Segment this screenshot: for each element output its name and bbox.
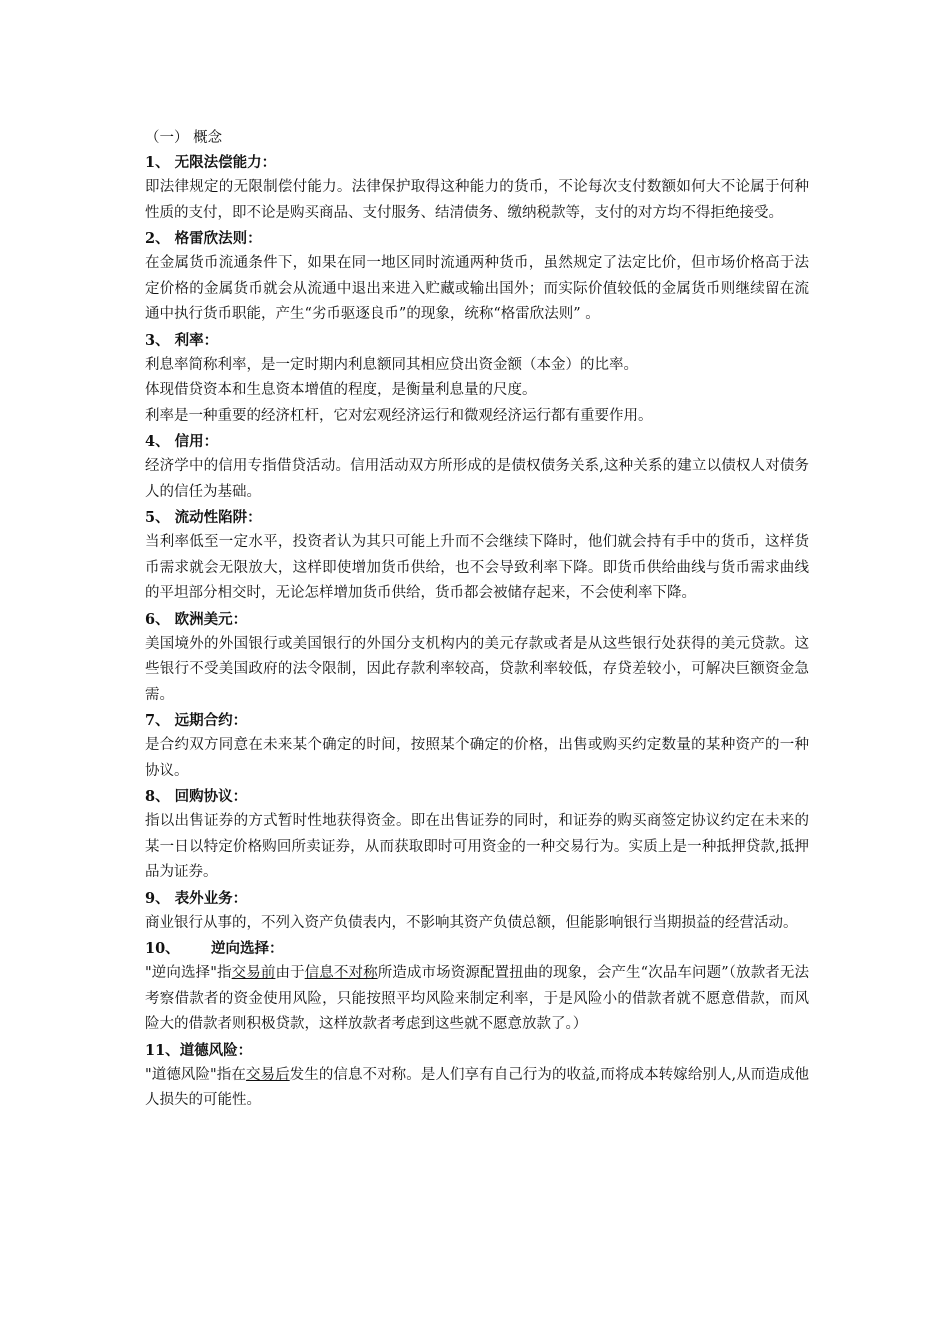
concept-number: 11、 bbox=[145, 1041, 180, 1059]
concept-title: 远期合约： bbox=[174, 712, 248, 729]
concept-definition: 经济学中的信用专指借贷活动。信用活动双方所形成的是债权债务关系,这种关系的建立以债权人对债务人的信任为基础。 bbox=[145, 458, 809, 500]
concept-definition bbox=[145, 1063, 809, 1114]
concept-item-2 bbox=[145, 226, 809, 328]
concept-definition: 当利率低至一定水平，投资者认为其只可能上升而不会继续下降时，他们就会持有手中的货币，这样货币需求就会无限放大，这样即使增加货币供给，也不会导致利率下降。即货币供给曲线与货币需求曲线的平坦部分相交时，无论怎样增加货币供给，货币都会被储存起来，不会使利率下降。 bbox=[145, 534, 809, 601]
concept-item-9 bbox=[145, 886, 809, 937]
concept-title: 无限法偿能力： bbox=[174, 154, 277, 171]
concept-item-11 bbox=[145, 1038, 809, 1114]
hyperlink-xinxibuduicheng[interactable]: 信息不对称 bbox=[304, 965, 378, 981]
concept-number: 4、 bbox=[145, 433, 170, 450]
concept-heading bbox=[145, 1038, 809, 1063]
text-segment: 所造成市场资源配置扭曲的现象，会产生“次品车问题”（放款者无法考察借款者的资金使用风险，只能按照平均风险来制定利率，于是风险小的借款者就不愿意借款，而风险大的借款者则积极贷款，这样放款者考虑到这些就不愿意放款了。） bbox=[145, 965, 810, 1032]
concept-number: 2、 bbox=[145, 230, 170, 247]
concept-item-4 bbox=[145, 429, 809, 505]
section-title: （一） 概念 bbox=[145, 130, 223, 146]
concept-item-3 bbox=[145, 328, 809, 430]
concept-number: 9、 bbox=[145, 889, 170, 907]
concept-item-1 bbox=[145, 150, 809, 226]
concept-title: 格雷欣法则： bbox=[174, 230, 262, 247]
concept-list bbox=[145, 150, 809, 936]
concept-heading bbox=[145, 429, 809, 454]
hyperlink-jiaoyihou[interactable]: 交易后 bbox=[245, 1066, 290, 1083]
concept-definition: 利息率简称利率，是一定时期内利息额同其相应贷出资金额（本金）的比率。 bbox=[145, 356, 638, 373]
concept-heading bbox=[145, 708, 809, 733]
hyperlink-jiaoyiqian[interactable]: 交易前 bbox=[231, 965, 276, 981]
concept-item-5 bbox=[145, 505, 809, 607]
concept-number: 7、 bbox=[145, 712, 170, 729]
concept-number: 5、 bbox=[145, 509, 170, 526]
concept-number: 3、 bbox=[145, 331, 170, 349]
concept-item-8 bbox=[145, 784, 809, 886]
concept-heading bbox=[145, 607, 809, 632]
concept-number: 6、 bbox=[145, 610, 170, 628]
concept-item-7 bbox=[145, 708, 809, 784]
concept-title: 流动性陷阱： bbox=[174, 509, 262, 526]
concept-item-10 bbox=[145, 936, 809, 1038]
concept-number: 10、 bbox=[145, 940, 180, 957]
concept-definition: 美国境外的外国银行或美国银行的外国分支机构内的美元存款或者是从这些银行处获得的美元贷款。这些银行不受美国政府的法令限制，因此存款利率较高，贷款利率较低，存贷差较小，可解决巨额资金急需。 bbox=[145, 635, 809, 703]
concept-number: 8、 bbox=[145, 788, 170, 805]
concept-number: 1、 bbox=[145, 154, 170, 171]
concept-title: 信用： bbox=[174, 433, 219, 450]
document-page bbox=[145, 126, 809, 1114]
concept-definition: 即法律规定的无限制偿付能力。法律保护取得这种能力的货币，不论每次支付数额如何大不论属于何种性质的支付，即不论是购买商品、支付服务、结清债务、缴纳税款等，支付的对方均不得拒绝接受。 bbox=[145, 179, 809, 221]
concept-definition bbox=[145, 961, 809, 1038]
concept-definition: 指以出售证券的方式暂时性地获得资金。即在出售证券的同时，和证券的购买商签定协议约定在未来的某一日以特定价格购回所卖证券，从而获取即时可用资金的一种交易行为。实质上是一种抵押贷款,抵押品为证券。 bbox=[145, 813, 809, 880]
text-segment: 发生的信息不对称。是人们享有自己行为的收益,而将成本转嫁给别人,从而造成他人损失的可能性。 bbox=[145, 1066, 810, 1108]
concept-heading bbox=[145, 226, 809, 251]
concept-title: 利率： bbox=[174, 331, 219, 349]
text-segment: "逆向选择"指 bbox=[145, 965, 232, 981]
concept-title: 欧洲美元： bbox=[174, 610, 248, 628]
concept-heading bbox=[145, 150, 809, 175]
concept-title: 表外业务： bbox=[174, 889, 248, 907]
concept-title: 回购协议： bbox=[174, 788, 248, 805]
concept-definition: 体现借贷资本和生息资本增值的程度，是衡量利息量的尺度。 bbox=[145, 382, 537, 398]
concept-title: 道德风险： bbox=[179, 1041, 253, 1059]
text-segment: "道德风险"指在 bbox=[145, 1066, 246, 1083]
concept-item-6 bbox=[145, 607, 809, 709]
concept-definition: 利率是一种重要的经济杠杆，它对宏观经济运行和微观经济运行都有重要作用。 bbox=[145, 407, 653, 424]
concept-heading bbox=[145, 784, 809, 809]
concept-definition: 商业银行从事的，不列入资产负债表内，不影响其资产负债总额，但能影响银行当期损益的经营活动。 bbox=[145, 914, 798, 931]
concept-heading bbox=[145, 505, 809, 530]
concept-title: 逆向选择： bbox=[211, 940, 284, 957]
concept-heading bbox=[145, 328, 809, 353]
concept-definition: 在金属货币流通条件下，如果在同一地区同时流通两种货币，虽然规定了法定比价，但市场价格高于法定价格的金属货币就会从流通中退出来进入贮藏或输出国外；而实际价值较低的金属货币则继续留在流通中执行货币职能，产生“劣币驱逐良币”的现象，统称“格雷欣法则” 。 bbox=[145, 255, 809, 322]
text-segment: 由于 bbox=[275, 965, 305, 981]
concept-definition: 是合约双方同意在未来某个确定的时间，按照某个确定的价格，出售或购买约定数量的某种资产的一种协议。 bbox=[145, 737, 809, 779]
concept-heading bbox=[145, 886, 809, 911]
concept-heading bbox=[145, 936, 809, 961]
